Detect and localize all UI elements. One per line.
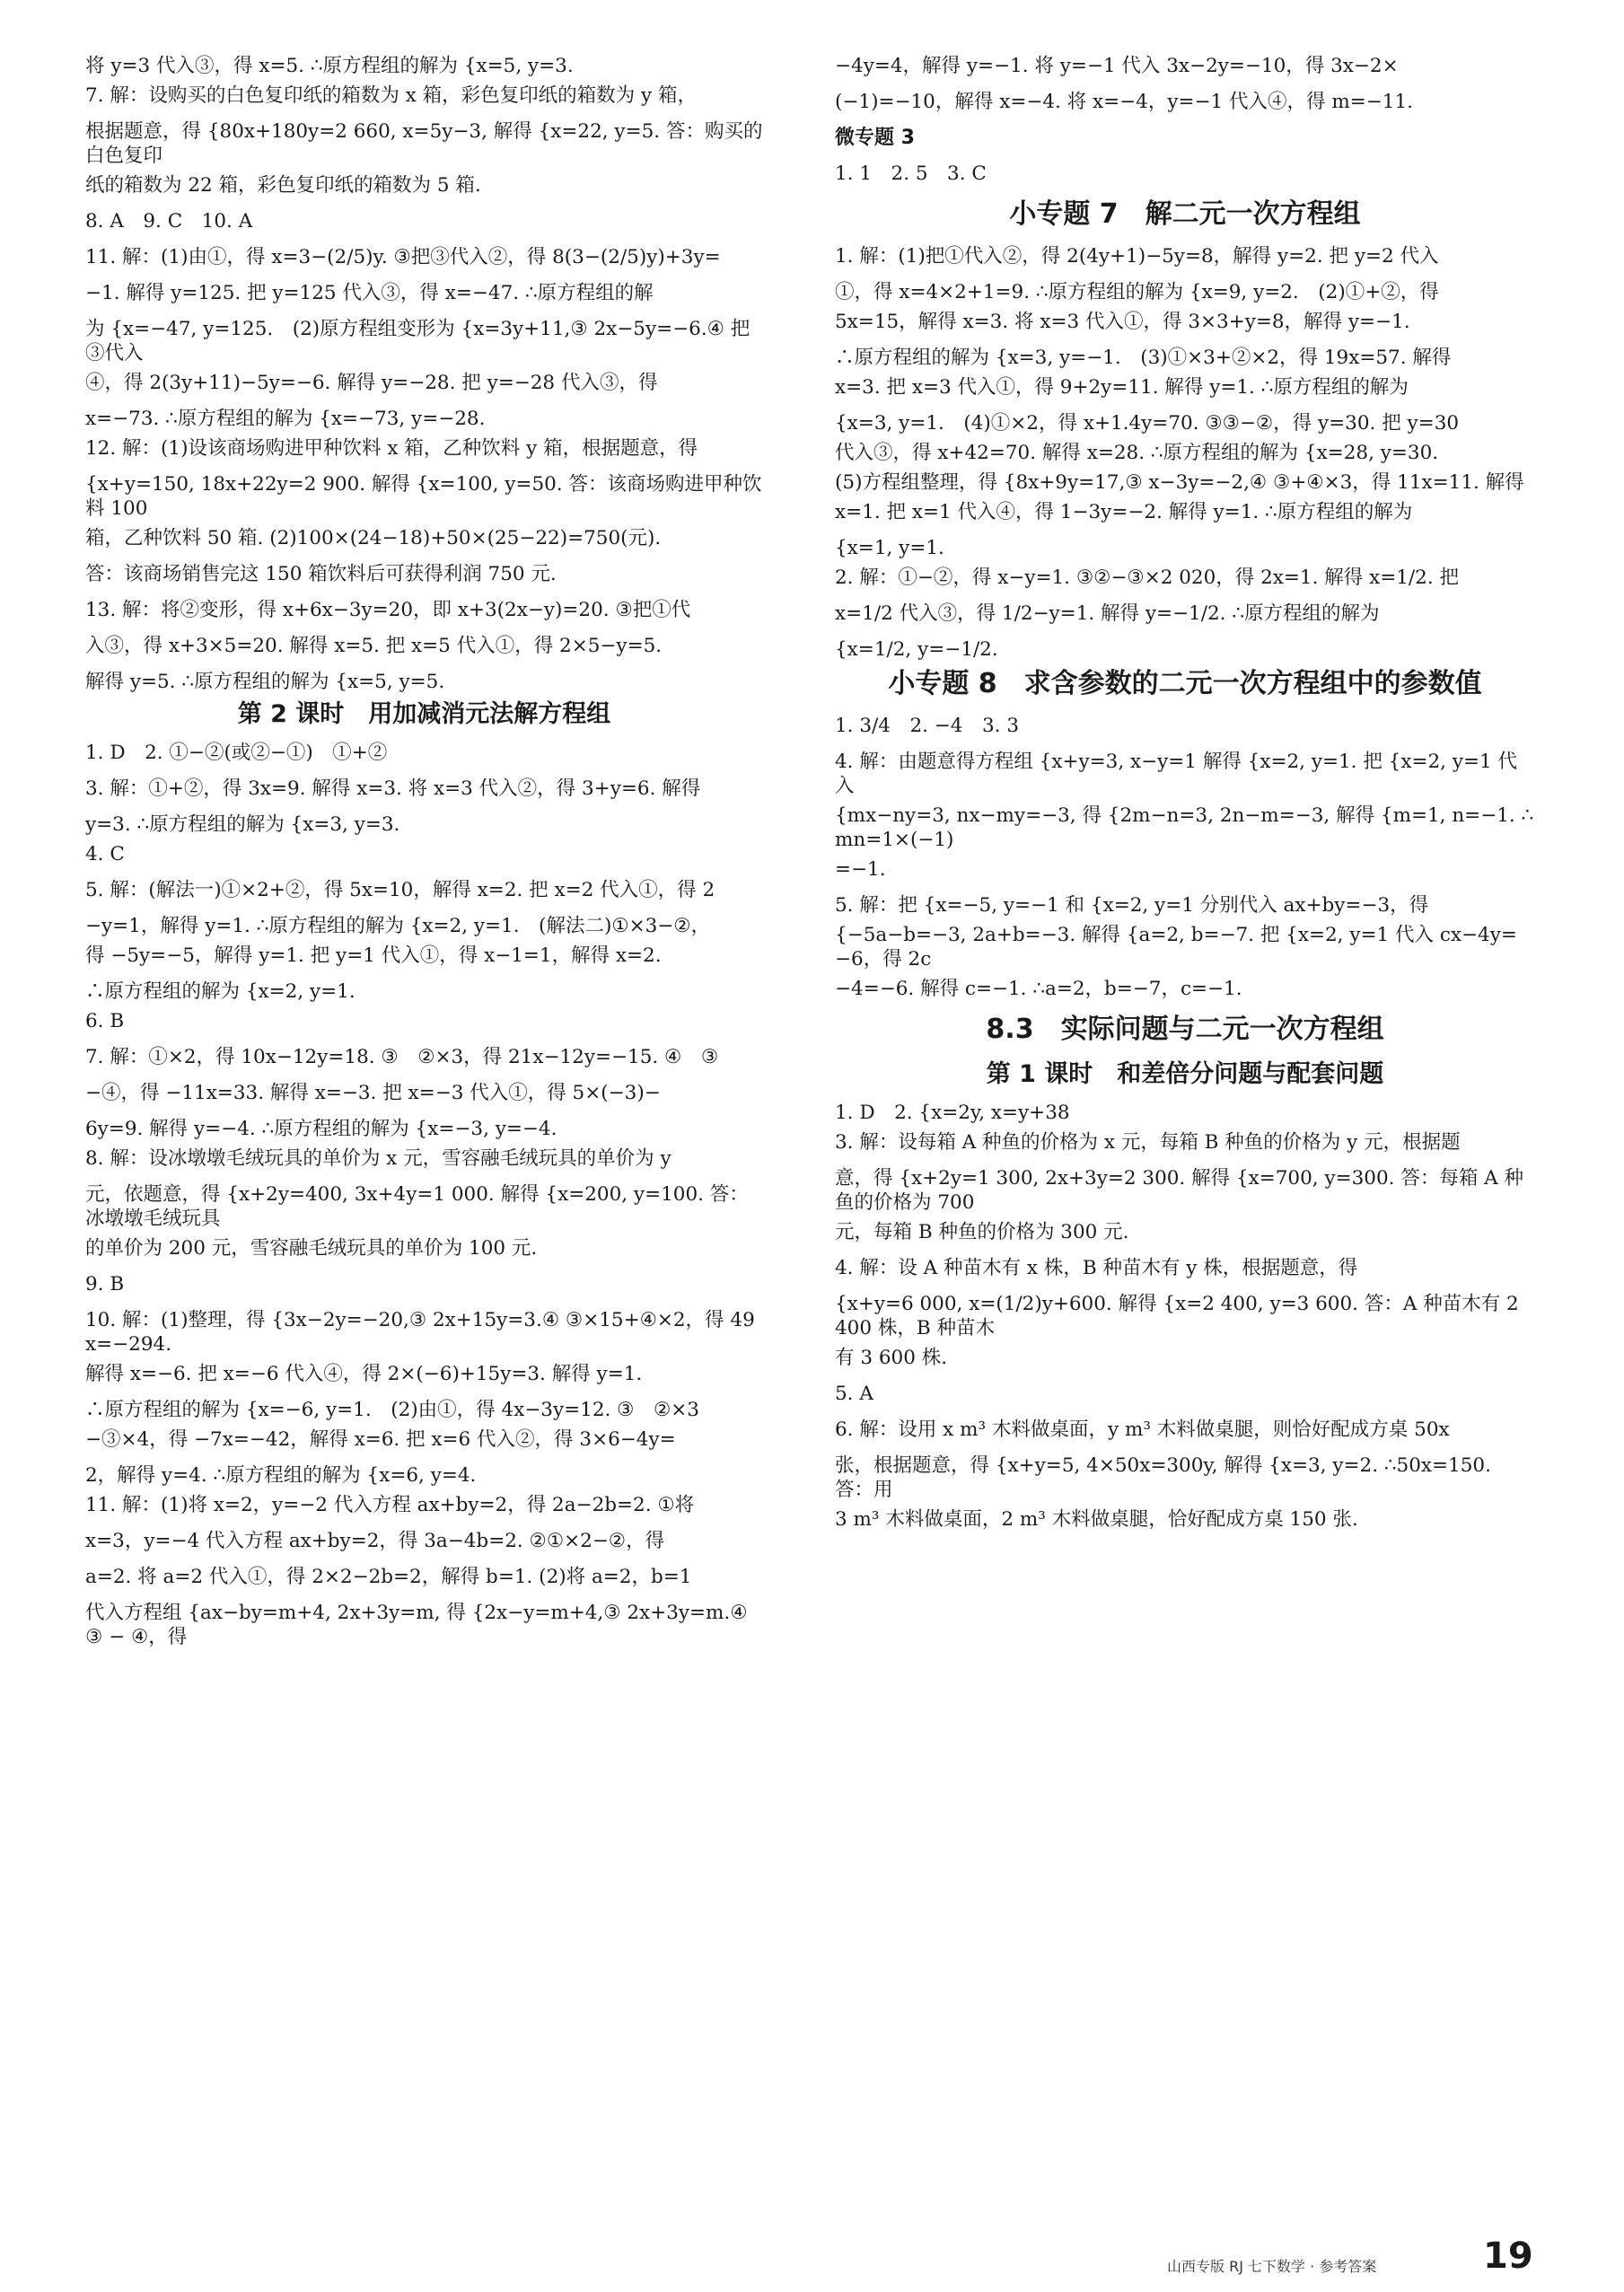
answer-line: −y=1，解得 y=1. ∴原方程组的解为 {x=2, y=1. (解法二)①×3−②， — [85, 915, 711, 937]
left-column — [85, 54, 763, 1655]
answer-line: 张，根据题意，得 {x+y=5, 4×50x=300y, 解得 {x=3, y=2. ∴50x=150. 答：用 — [835, 1454, 1497, 1501]
answer-line: −4y=4，解得 y=−1. 将 y=−1 代入 3x−2y=−10，得 3x−2× — [835, 55, 1399, 77]
answer-line: 7. 解：设购买的白色复印纸的箱数为 x 箱，彩色复印纸的箱数为 y 箱， — [85, 84, 697, 107]
answer-line: 入③，得 x+3×5=20. 解得 x=5. 把 x=5 代入①，得 2×5−y=5. — [85, 635, 663, 657]
answer-line: 意，得 {x+2y=1 300, 2x+3y=2 300. 解得 {x=700, y=300. 答：每箱 A 种鱼的价格为 700 — [835, 1167, 1524, 1214]
answer-line: 1. 1 2. 5 3. C — [835, 162, 987, 185]
answer-line: 解得 x=−6. 把 x=−6 代入④，得 2×(−6)+15y=3. 解得 y=1. — [85, 1363, 643, 1385]
answer-line: (−1)=−10，解得 x=−4. 将 x=−4，y=−1 代入④，得 m=−11. — [835, 91, 1413, 113]
answer-line: 3. 解：①+②，得 3x=9. 解得 x=3. 将 x=3 代入②，得 3+y=6. 解得 — [85, 777, 701, 800]
answer-line: {−5a−b=−3, 2a+b=−3. 解得 {a=2, b=−7. 把 {x=2, y=1 代入 cx−4y=−6，得 2c — [835, 924, 1517, 970]
answer-line: 11. 解：(1)将 x=2，y=−2 代入方程 ax+by=2，得 2a−2b=2. ①将 — [85, 1494, 695, 1516]
answer-line: ∴原方程组的解为 {x=3, y=−1. (3)①×3+②×2，得 19x=57. 解得 — [835, 347, 1452, 369]
lesson-heading: 第 1 课时 和差倍分问题与配套问题 — [986, 1060, 1384, 1088]
answer-line: 9. B — [85, 1273, 125, 1295]
right-column — [835, 54, 1535, 1543]
answer-line: 13. 解：将②变形，得 x+6x−3y=20，即 x+3(2x−y)=20. ③把①代 — [85, 599, 691, 621]
answer-line: 代入③，得 x+42=70. 解得 x=28. ∴原方程组的解为 {x=28, y=30. — [835, 442, 1439, 464]
answer-line: {x=1/2, y=−1/2. — [835, 638, 998, 661]
answer-line: 6. 解：设用 x m³ 木料做桌面，y m³ 木料做桌腿，则恰好配成方桌 50x — [835, 1418, 1450, 1441]
answer-line: −1. 解得 y=125. 把 y=125 代入③，得 x=−47. ∴原方程组的解 — [85, 282, 654, 304]
section-heading: 8.3 实际问题与二元一次方程组 — [986, 1014, 1384, 1045]
answer-line: 将 y=3 代入③，得 x=5. ∴原方程组的解为 {x=5, y=3. — [85, 55, 574, 77]
answer-line: 箱，乙种饮料 50 箱. (2)100×(24−18)+50×(25−22)=750(元). — [85, 527, 662, 549]
answer-line: 12. 解：(1)设该商场购进甲种饮料 x 箱，乙种饮料 y 箱，根据题意，得 — [85, 437, 698, 460]
answer-line: {x=3, y=1. (4)①×2，得 x+1.4y=70. ③③−②，得 y=30. 把 y=30 — [835, 412, 1460, 435]
answer-line: 8. A 9. C 10. A — [85, 210, 253, 233]
answer-line: 代入方程组 {ax−by=m+4, 2x+3y=m, 得 {2x−y=m+4,③ 2x+3y=m.④ ③ − ④，得 — [85, 1602, 754, 1648]
answer-line: x=1. 把 x=1 代入④，得 1−3y=−2. 解得 y=1. ∴原方程组的解为 — [835, 501, 1413, 523]
topic-heading: 小专题 8 求含参数的二元一次方程组中的参数值 — [888, 668, 1482, 699]
answer-line: 答：该商场销售完这 150 箱饮料后可获得利润 750 元. — [85, 563, 557, 585]
answer-line: 4. C — [85, 843, 125, 865]
answer-line: 得 −5y=−5，解得 y=1. 把 y=1 代入①，得 x−1=1，解得 x=2. — [85, 944, 662, 967]
answer-line: 4. 解：设 A 种苗木有 x 株，B 种苗木有 y 株，根据题意，得 — [835, 1257, 1358, 1279]
page-number: 19 — [1483, 2235, 1533, 2277]
answer-line: 为 {x=−47, y=125. (2)原方程组变形为 {x=3y+11,③ 2x−5y=−6.④ 把③代入 — [85, 318, 751, 364]
answer-line: 4. 解：由题意得方程组 {x+y=3, x−y=1 解得 {x=2, y=1. 把 {x=2, y=1 代入 — [835, 751, 1518, 797]
answer-line: 1. D 2. {x=2y, x=y+38 — [835, 1102, 1070, 1124]
answer-line: 元，每箱 B 种鱼的价格为 300 元. — [835, 1221, 1129, 1243]
answer-line: 5. 解：把 {x=−5, y=−1 和 {x=2, y=1 分别代入 ax+by=−3，得 — [835, 894, 1429, 917]
footer-text: 山西专版 RJ 七下数学 · 参考答案 — [1167, 2258, 1377, 2275]
answer-line: a=2. 将 a=2 代入①，得 2×2−2b=2，解得 b=1. (2)将 a=2，b=1 — [85, 1566, 692, 1588]
answer-line: x=−73. ∴原方程组的解为 {x=−73, y=−28. — [85, 408, 486, 430]
answer-line: (5)方程组整理，得 {8x+9y=17,③ x−3y=−2,④ ③+④×3，得 11x=11. 解得 — [835, 471, 1524, 494]
answer-line: =−1. — [835, 858, 886, 881]
answer-line: ④，得 2(3y+11)−5y=−6. 解得 y=−28. 把 y=−28 代入③，得 — [85, 372, 658, 394]
answer-line: x=3，y=−4 代入方程 ax+by=2，得 3a−4b=2. ②①×2−②，得 — [85, 1530, 665, 1552]
answer-line: 5. A — [835, 1383, 873, 1405]
answer-line: 1. 3/4 2. −4 3. 3 — [835, 715, 1020, 737]
answer-line: x=3. 把 x=3 代入①，得 9+2y=11. 解得 y=1. ∴原方程组的解为 — [835, 376, 1409, 399]
micro-topic-heading: 微专题 3 — [835, 127, 915, 149]
answer-line: 根据题意，得 {80x+180y=2 660, x=5y−3, 解得 {x=22, y=5. 答：购买的白色复印 — [85, 120, 763, 167]
answer-line: 3. 解：设每箱 A 种鱼的价格为 x 元，每箱 B 种鱼的价格为 y 元，根据题 — [835, 1131, 1461, 1154]
answer-line: 解得 y=5. ∴原方程组的解为 {x=5, y=5. — [85, 671, 445, 693]
answer-line: y=3. ∴原方程组的解为 {x=3, y=3. — [85, 813, 400, 836]
answer-line: 有 3 600 株. — [835, 1347, 948, 1369]
topic-heading: 小专题 7 解二元一次方程组 — [1009, 198, 1361, 230]
answer-line: 6. B — [85, 1010, 125, 1032]
lesson-heading: 第 2 课时 用加减消元法解方程组 — [237, 700, 611, 728]
answer-line: 6y=9. 解得 y=−4. ∴原方程组的解为 {x=−3, y=−4. — [85, 1118, 557, 1140]
answer-line: ∴原方程组的解为 {x=2, y=1. — [85, 980, 356, 1003]
answer-line: {x+y=6 000, x=(1/2)y+600. 解得 {x=2 400, y=3 600. 答：A 种苗木有 2 400 株，B 种苗木 — [835, 1293, 1525, 1339]
answer-line: {x+y=150, 18x+22y=2 900. 解得 {x=100, y=50. 答：该商场购进甲种饮料 100 — [85, 473, 762, 520]
answer-line: x=1/2 代入③，得 1/2−y=1. 解得 y=−1/2. ∴原方程组的解为 — [835, 602, 1380, 625]
answer-line: 7. 解：①×2，得 10x−12y=18. ③ ②×3，得 21x−12y=−15. ④ ③ — [85, 1046, 719, 1068]
answer-line: 3 m³ 木料做桌面，2 m³ 木料做桌腿，恰好配成方桌 150 张. — [835, 1508, 1358, 1531]
answer-line: 的单价为 200 元，雪容融毛绒玩具的单价为 100 元. — [85, 1237, 538, 1260]
answer-line: 10. 解：(1)整理，得 {3x−2y=−20,③ 2x+15y=3.④ ③×15+④×2，得 49x=−294. — [85, 1309, 755, 1356]
answer-line: 2，解得 y=4. ∴原方程组的解为 {x=6, y=4. — [85, 1464, 477, 1487]
answer-line: 11. 解：(1)由①，得 x=3−(2/5)y. ③把③代入②，得 8(3−(2/5)y)+3y= — [85, 246, 721, 268]
answer-line: 5. 解：(解法一)①×2+②，得 5x=10，解得 x=2. 把 x=2 代入①，得 2 — [85, 879, 715, 901]
answer-line: {mx−ny=3, nx−my=−3, 得 {2m−n=3, 2n−m=−3, 解得 {m=1, n=−1. ∴mn=1×(−1) — [835, 804, 1534, 851]
answer-line: −④，得 −11x=33. 解得 x=−3. 把 x=−3 代入①，得 5×(−3)− — [85, 1082, 661, 1104]
answer-line: 2. 解：①−②，得 x−y=1. ③②−③×2 020，得 2x=1. 解得 x=1/2. 把 — [835, 566, 1459, 589]
answer-line: 元，依题意，得 {x+2y=400, 3x+4y=1 000. 解得 {x=200, y=100. 答：冰墩墩毛绒玩具 — [85, 1183, 749, 1230]
answer-line: 纸的箱数为 22 箱，彩色复印纸的箱数为 5 箱. — [85, 174, 481, 197]
answer-line: −4=−6. 解得 c=−1. ∴a=2，b=−7，c=−1. — [835, 978, 1242, 1000]
answer-line: ①，得 x=4×2+1=9. ∴原方程组的解为 {x=9, y=2. (2)①+②，得 — [835, 281, 1439, 303]
answer-line: {x=1, y=1. — [835, 537, 944, 559]
answer-line: 8. 解：设冰墩墩毛绒玩具的单价为 x 元，雪容融毛绒玩具的单价为 y — [85, 1147, 672, 1170]
answer-line: ∴原方程组的解为 {x=−6, y=1. (2)由①，得 4x−3y=12. ③ ②×3 — [85, 1399, 699, 1421]
answer-line: 5x=15，解得 x=3. 将 x=3 代入①，得 3×3+y=8，解得 y=−1. — [835, 311, 1410, 333]
answer-line: −③×4，得 −7x=−42，解得 x=6. 把 x=6 代入②，得 3×6−4y= — [85, 1428, 676, 1451]
answer-line: 1. D 2. ①−②(或②−①) ①+② — [85, 742, 388, 764]
answer-line: 1. 解：(1)把①代入②，得 2(4y+1)−5y=8，解得 y=2. 把 y=2 代入 — [835, 245, 1439, 268]
